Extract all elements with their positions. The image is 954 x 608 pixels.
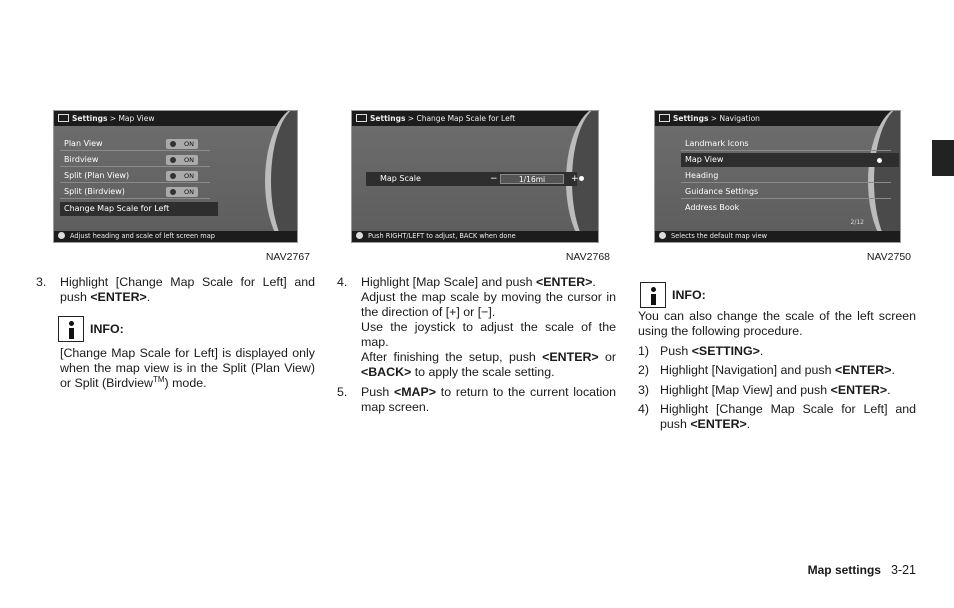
info-heading: INFO: — [58, 316, 124, 342]
settings-icon — [58, 114, 69, 122]
page-indicator: 2/12 — [850, 219, 864, 226]
menu-row-map-view-selected: Map View — [681, 153, 899, 167]
menu-row-change-scale-selected: Change Map Scale for Left — [60, 202, 218, 216]
menu-row-plan-view: Plan View ON — [60, 137, 210, 151]
menu-row-split-plan: Split (Plan View) ON — [60, 169, 210, 183]
screen-footer: Adjust heading and scale of left screen map — [54, 231, 297, 242]
menu-row-landmark-icons: Landmark Icons — [681, 137, 891, 151]
screen-body — [655, 126, 900, 231]
settings-icon — [356, 114, 367, 122]
plus-symbol: + — [571, 174, 579, 184]
screen-footer: Push RIGHT/LEFT to adjust, BACK when done — [352, 231, 598, 242]
menu-row-guidance-settings: Guidance Settings — [681, 185, 891, 199]
settings-icon — [659, 114, 670, 122]
toggle-on: ON — [166, 139, 198, 149]
screen-footer: Selects the default map view — [655, 231, 900, 242]
map-scale-row: Map Scale − 1/16mi + — [366, 172, 577, 186]
toggle-on: ON — [166, 171, 198, 181]
procedure-step-1: 1) Push <SETTING>. — [638, 344, 764, 358]
menu-row-birdview: Birdview ON — [60, 153, 210, 167]
minus-symbol: − — [490, 174, 498, 184]
chapter-tab — [932, 140, 954, 176]
figure-label: NAV2767 — [265, 251, 310, 263]
menu-row-heading: Heading — [681, 169, 891, 183]
info-icon — [58, 232, 65, 239]
figure-label: NAV2750 — [866, 251, 911, 263]
figure-screen-nav2750 — [654, 110, 901, 243]
screen-body — [352, 126, 598, 231]
info-paragraph: [Change Map Scale for Left] is displayed only when the map view is in the Split (Plan View) or Split (Birdview™) mode. — [60, 346, 315, 390]
step-5: 5. Push <MAP> to return to the current location map screen. — [337, 385, 617, 414]
info-icon — [659, 232, 666, 239]
procedure-step-2: 2) Highlight [Navigation] and push <ENTER>. — [638, 363, 895, 377]
info-icon — [356, 232, 363, 239]
figure-screen-nav2768 — [351, 110, 599, 243]
figure-screen-nav2767 — [53, 110, 298, 243]
section-title: Map settings — [807, 563, 881, 577]
step-4: 4. Highlight [Map Scale] and push <ENTER>. Adjust the map scale by moving the cursor in the direction of [+] or [−]. Use the joystick to adjust the scale of the map. After finishing the setup, push <ENTER> or <BACK> to apply the scale setting. — [337, 275, 616, 379]
map-scale-value: 1/16mi — [500, 174, 564, 184]
page-footer — [808, 563, 916, 578]
procedure-step-4: 4) Highlight [Change Map Scale for Left] and push <ENTER>. — [638, 402, 916, 431]
scroll-dot — [579, 176, 584, 181]
info-heading: INFO: — [640, 282, 706, 308]
screen-header: Settings > Navigation — [655, 111, 900, 126]
page-number: 3-21 — [890, 563, 916, 577]
figure-label: NAV2768 — [565, 251, 610, 263]
info-icon — [640, 282, 666, 308]
toggle-on: ON — [166, 155, 198, 165]
step-3: 3. Highlight [Change Map Scale for Left] and push <ENTER>. — [36, 275, 315, 304]
screen-header: Settings > Change Map Scale for Left — [352, 111, 598, 126]
info-intro: You can also change the scale of the left screen using the following procedure. — [638, 309, 916, 338]
screen-body — [54, 126, 297, 231]
scroll-dot — [877, 158, 882, 163]
procedure-step-3: 3) Highlight [Map View] and push <ENTER>. — [638, 383, 891, 397]
menu-row-address-book: Address Book — [685, 203, 740, 212]
menu-row-split-birdview: Split (Birdview) ON — [60, 185, 210, 199]
info-icon — [58, 316, 84, 342]
scroll-arc — [265, 110, 298, 243]
toggle-on: ON — [166, 187, 198, 197]
screen-header: Settings > Map View — [54, 111, 297, 126]
